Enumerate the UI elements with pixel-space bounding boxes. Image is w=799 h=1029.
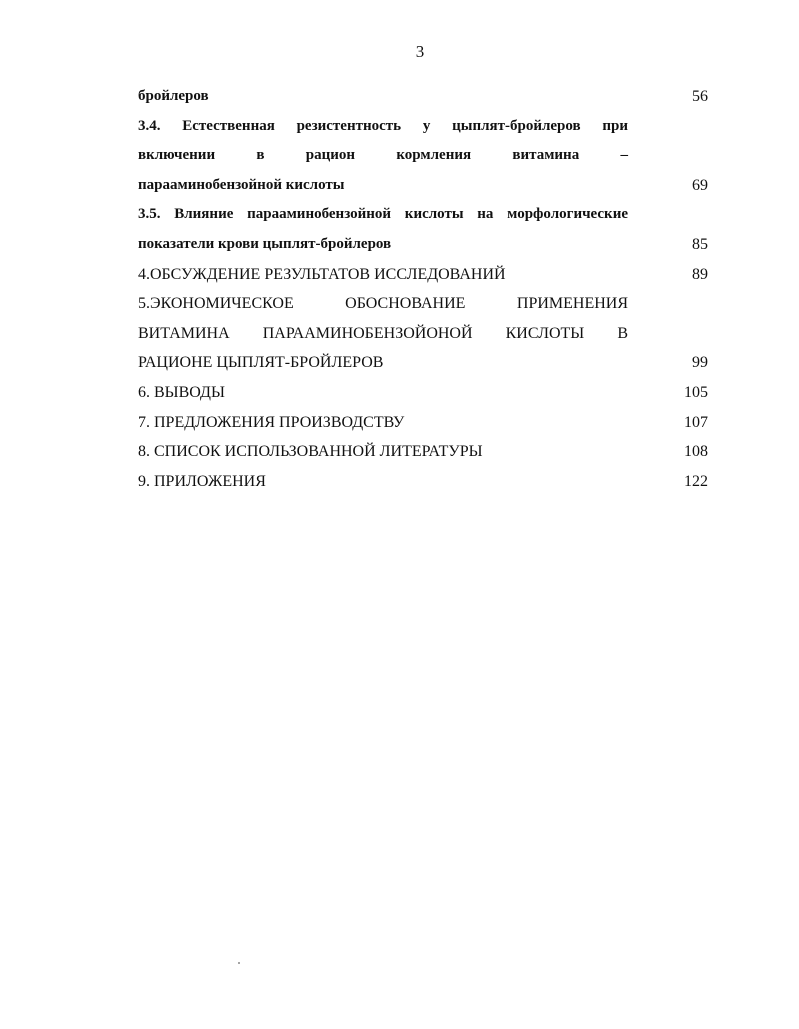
toc-entry-line: показатели крови цыплят-бройлеров [138, 235, 392, 252]
toc-entry-line: включении в рацион кормления витамина – [138, 147, 628, 164]
toc-entry-line: 5.ЭКОНОМИЧЕСКОЕ ОБОСНОВАНИЕ ПРИМЕНЕНИЯ [138, 295, 628, 313]
toc-entry-page: 105 [684, 383, 708, 401]
toc-entry-title [138, 289, 628, 378]
toc-entry-line: РАЦИОНЕ ЦЫПЛЯТ-БРОЙЛЕРОВ [138, 354, 384, 372]
toc-entry-line: 7. ПРЕДЛОЖЕНИЯ ПРОИЗВОДСТВУ [138, 413, 405, 431]
toc-entry [138, 289, 708, 378]
toc-entry-line: 4.ОБСУЖДЕНИЕ РЕЗУЛЬТАТОВ ИССЛЕДОВАНИЙ [138, 265, 506, 283]
toc-entry-page: 56 [692, 88, 708, 105]
toc-entry [138, 260, 708, 290]
toc-entry-title [138, 82, 628, 112]
toc-entry-title [138, 378, 628, 408]
toc-entry [138, 378, 708, 408]
toc-entry-page: 69 [692, 176, 708, 194]
toc-entry [138, 437, 708, 467]
toc-entry-line: 8. СПИСОК ИСПОЛЬЗОВАННОЙ ЛИТЕРАТУРЫ [138, 443, 483, 461]
toc-entry-title [138, 260, 628, 290]
toc-entry [138, 82, 708, 112]
table-of-contents [138, 82, 708, 496]
toc-entry-page: 99 [692, 354, 708, 372]
toc-entry [138, 408, 708, 438]
toc-entry [138, 112, 708, 201]
toc-entry-page: 108 [684, 443, 708, 461]
toc-entry-title [138, 112, 628, 201]
scan-speck [238, 962, 240, 964]
toc-entry-page: 122 [684, 472, 708, 490]
toc-entry-line: бройлеров [138, 88, 209, 104]
toc-entry-title [138, 200, 628, 259]
toc-entry-line: 6. ВЫВОДЫ [138, 383, 225, 401]
toc-entry-page: 89 [692, 265, 708, 283]
toc-entry-line: ВИТАМИНА ПАРААМИНОБЕНЗОЙОНОЙ КИСЛОТЫ В [138, 324, 628, 342]
toc-entry-title [138, 467, 628, 497]
toc-entry-line: 3.5. Влияние парааминобензойной кислоты на морфологические [138, 206, 628, 223]
toc-entry-title [138, 437, 628, 467]
toc-entry-page: 85 [692, 235, 708, 253]
toc-entry-line: 3.4. Естественная резистентность у цыплят-бройлеров при [138, 117, 628, 134]
page-number: 3 [415, 42, 425, 61]
toc-entry-line: 9. ПРИЛОЖЕНИЯ [138, 472, 266, 490]
toc-entry [138, 467, 708, 497]
toc-entry-title [138, 408, 628, 438]
toc-entry-page: 107 [684, 413, 708, 431]
toc-entry-line: парааминобензойной кислоты [138, 176, 345, 193]
toc-entry [138, 200, 708, 259]
